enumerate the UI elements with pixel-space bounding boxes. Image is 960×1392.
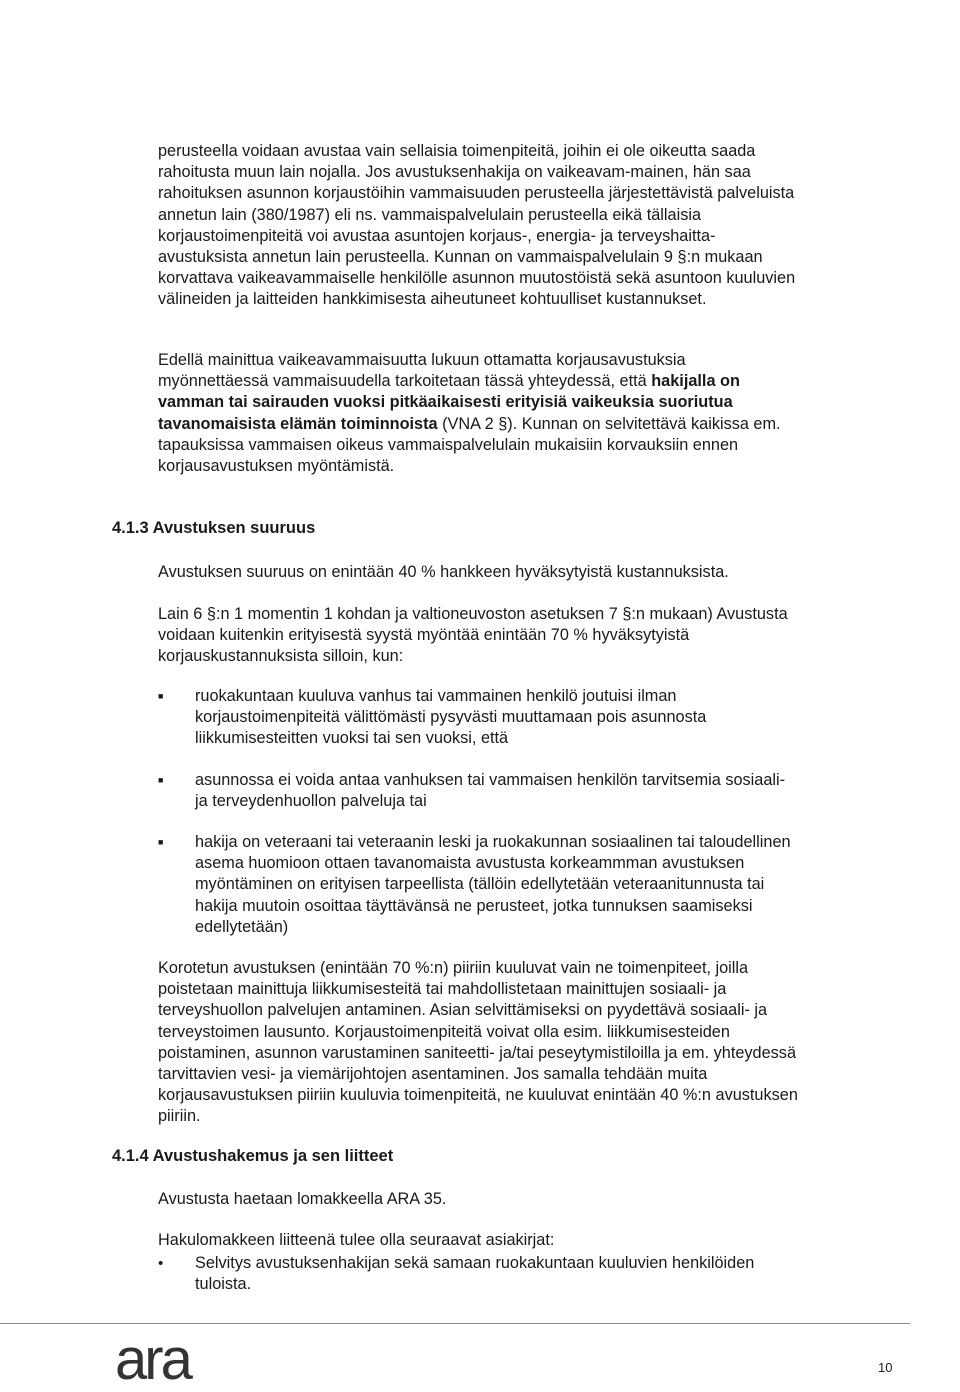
section-heading-4-1-3: 4.1.3 Avustuksen suuruus — [112, 519, 316, 537]
footer-divider — [0, 1323, 910, 1324]
intro-text: perusteella voidaan avustaa vain sellaisia toimenpiteitä, joihin ei ole oikeutta saada rahoitusta muun lain nojalla. Jos avustuksenhakija on vaikeavam-mainen, hän saa rahoituksen asunnon korjaustöihin vammaisuuden perusteella järjestettävistä palveluista annetun lain (380/1987) eli ns. vammaispalvelulain perusteella eikä tällaisia korjaustoimenpiteitä voi avustaa asuntojen korjaus-, energia- ja terveyshaitta-avustuksista annetun lain perusteella. Kunnan on vammaispalvelulain 9 §:n mukaan korvattava vaikeavammaiselle henkilölle asunnon muutostöistä sekä asuntoon kuuluvien välineiden ja laitteiden hankkimisesta aiheutuneet kohtuulliset kustannukset. — [158, 142, 796, 309]
amount-paragraph: Avustuksen suuruus on enintään 40 % hankkeen hyväksytyistä kustannuksista. — [158, 563, 729, 581]
list-item-text: hakija on veteraani tai veteraanin leski ja ruokakunnan sosiaalinen tai taloudellinen asema huomioon ottaen tavanomaista avustusta korkeammman avustuksen myöntäminen on erityisen tarpeellista (tällöin edellytetään veteraanitunnusta tai hakija muutoin osoittaa täyttävänsä ne perusteet, jotka tunnuksen saamiseksi edellytetään) — [195, 833, 791, 936]
bullet-square-icon: ■ — [158, 691, 164, 701]
ara-logo: ara — [115, 1327, 190, 1392]
attachments-intro: Hakulomakkeen liitteenä tulee olla seuraavat asiakirjat: — [158, 1231, 555, 1249]
list-item-text: asunnossa ei voida antaa vanhuksen tai vammaisen henkilön tarvitsemia sosiaali- ja terveydenhuollon palveluja tai — [195, 771, 786, 811]
raised-subsidy-paragraph: Korotetun avustuksen (enintään 70 %:n) piiriin kuuluvat vain ne toimenpiteet, joilla poistetaan mainittuja liikkumisesteitä tai mahdollistetaan mainittujen sosiaali- ja terveyshuollon palvelujen antaminen. Asian selvittämiseksi on pyydettävä sosiaali- ja terveystoimen lausunto. Korjaustoimenpiteitä voivat olla esim. liikkumisesteiden poistaminen, asunnon varustaminen saniteetti- ja/tai peseytymistiloilla ja em. yhteydessä tarvittavien vesi- ja viemärijohtojen asentaminen. Jos samalla tehdään muita korjausavustuksen piiriin kuuluvia toimenpiteitä, ne kuuluvat enintään 40 %:n avustuksen piiriin. — [158, 959, 798, 1126]
section-heading-4-1-4: 4.1.4 Avustushakemus ja sen liitteet — [112, 1147, 394, 1165]
intro-paragraph — [158, 141, 798, 311]
severe-disability-paragraph — [158, 350, 798, 477]
bullet-square-icon: ■ — [158, 775, 164, 785]
list-item-text: ruokakuntaan kuuluva vanhus tai vammainen henkilö joutuisi ilman korjaustoimenpiteitä välittömästi pysyvästi muuttamaan pois asunnosta liikkumisesteitten vuoksi tai sen vuoksi, että — [195, 687, 707, 748]
severe-text-after: (VNA 2 §). Kunnan on selvitettävä kaikissa em. tapauksissa vammaisen oikeus vammaispalvelulain mukaisiin korvauksiin ennen korjausavustuksen myöntämistä. — [158, 414, 781, 476]
page-number: 10 — [878, 1360, 893, 1375]
severe-text-before: Edellä mainittua vaikeavammaisuutta lukuun ottamatta korjausavustuksia myönnettäessä vammaisuudella tarkoitetaan tässä yhteydessä, että — [158, 351, 686, 391]
form-paragraph: Avustusta haetaan lomakkeella ARA 35. — [158, 1190, 447, 1208]
bullet-square-icon: ■ — [158, 837, 164, 847]
bullet-dot-icon: • — [158, 1255, 164, 1272]
severe-text-bold: hakijalla on vamman tai sairauden vuoksi pitkäaikaisesti erityisiä vaikeuksia suoriutua tavanomaisista elämän toiminnoista — [158, 372, 740, 433]
exception-paragraph: Lain 6 §:n 1 momentin 1 kohdan ja valtioneuvoston asetuksen 7 §:n mukaan) Avustusta voidaan kuitenkin erityisestä syystä myöntää enintään 70 % hyväksytyistä korjauskustannuksista silloin, kun: — [158, 605, 788, 666]
list-item-text: Selvitys avustuksenhakijan sekä samaan ruokakuntaan kuuluvien henkilöiden tuloista. — [195, 1254, 755, 1294]
